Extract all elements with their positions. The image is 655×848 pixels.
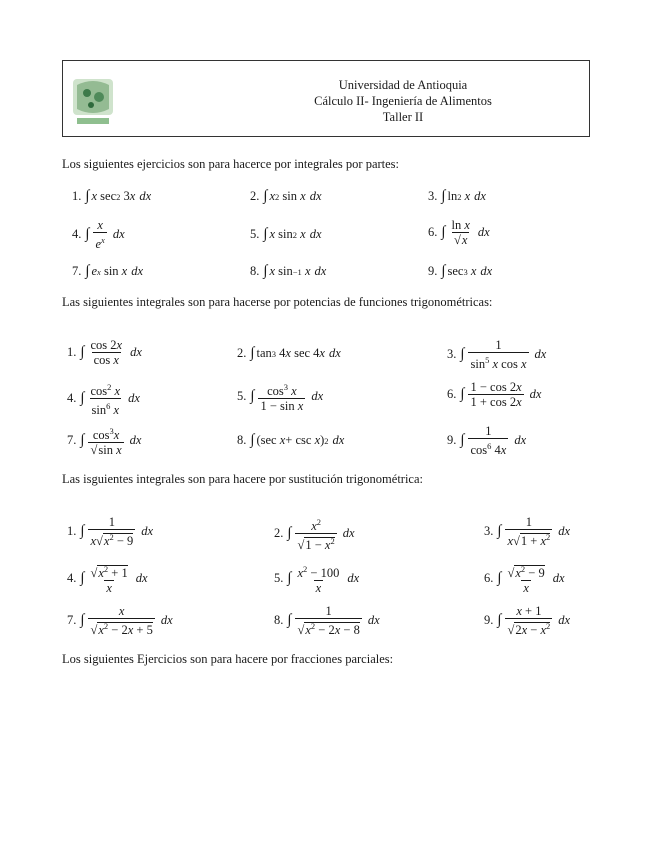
- exercise-1-3: 3. ∫ ln 2 x dx: [428, 188, 486, 204]
- exercise-2-4: 4. ∫ $\frac{\cos^2 x}{\sin^6 x}$ dx: [67, 382, 140, 418]
- course-name: Cálculo II- Ingeniería de Alimentos: [314, 94, 492, 108]
- section-2-intro: Las siguientes integrales son para hacerse por potencias de funciones trigonométricas:: [62, 295, 493, 309]
- header-box: [62, 60, 590, 137]
- exercise-number: 3.: [428, 189, 438, 203]
- section-1-intro: Los siguientes ejercicios son para hacerce por integrales por partes:: [62, 157, 400, 171]
- exercise-number: 1.: [72, 189, 82, 203]
- exercise-number: 6.: [428, 225, 438, 239]
- exercise-number: 3.: [484, 524, 494, 539]
- exercise-1-9: 9. ∫ sec 3 x dx: [428, 263, 493, 279]
- exercise-1-8: 8. ∫ x sin −1 x dx: [250, 263, 327, 279]
- exercise-number: 7.: [67, 613, 77, 628]
- exercise-number: 5.: [274, 571, 284, 586]
- exercise-2-3: 3. ∫ $\frac{1}{\sin^5 x \cos x}$ dx: [447, 338, 547, 372]
- exercise-number: 2.: [250, 189, 260, 203]
- exercise-1-5: 5. ∫ x sin 2 x dx: [250, 226, 322, 242]
- exercise-number: 7.: [72, 264, 82, 278]
- exercise-1-2: 2. ∫ x 2 sin x dx: [250, 188, 322, 204]
- exercise-3-8: 8. ∫ $\frac{1}{√x^2 - 2x - 8}$ dx: [274, 604, 380, 638]
- exercise-3-9: 9. ∫ $\frac{x + 1}{√2x - x^2}$ dx: [484, 604, 571, 638]
- exercise-2-7: 7. ∫ $\frac{\cos^3x}{\text{√sin x}}$ dx: [67, 426, 142, 458]
- exercise-2-6: 6. ∫ $\frac{1 - \cos 2x}{1 + \cos 2x}$ dx: [447, 380, 542, 409]
- exercise-number: 1.: [67, 345, 77, 359]
- exercise-3-3: 3. ∫ $\frac{1}{x√1 + x^2}$ dx: [484, 515, 571, 549]
- exercise-number: 6.: [484, 571, 494, 586]
- exercise-3-5: 5. ∫ $\frac{x^2 - 100}{x}$ dx: [274, 564, 360, 596]
- exercise-3-4: 4. ∫ $\frac{√x^2 + 1}{x}$ dx: [67, 564, 148, 596]
- exercise-number: 8.: [250, 264, 260, 278]
- document-title: Taller II: [382, 110, 424, 124]
- exercise-3-7: 7. ∫ $\frac{x}{√x^2 - 2x + 5}$ dx: [67, 604, 173, 638]
- exercise-1-4: 4. ∫ $\frac{x}{e^x}$ dx: [72, 218, 125, 252]
- exercise-number: 2.: [237, 346, 247, 360]
- exercise-number: 9.: [484, 613, 494, 628]
- exercise-3-1: 1. ∫ $\frac{1}{x√x^2 - 9}$ dx: [67, 515, 154, 549]
- exercise-2-8: 8. ∫ (sec x + csc x ) 2 dx: [237, 432, 345, 448]
- exercise-number: 9.: [447, 433, 457, 448]
- section-3-intro: Las isguientes integrales son para hacere por sustitución trigonométrica:: [62, 472, 423, 486]
- exercise-number: 4.: [67, 391, 77, 406]
- exercise-1-6: 6. ∫ $\frac{\text{ln x}}{√x}$ dx: [428, 218, 490, 247]
- exercise-number: 3.: [447, 347, 457, 362]
- exercise-number: 6.: [447, 387, 457, 401]
- exercise-3-6: 6. ∫ $\frac{√x^2 - 9}{x}$ dx: [484, 564, 565, 596]
- exercise-1-7: 7. ∫ e x sin x dx: [72, 263, 144, 279]
- exercise-number: 4.: [67, 571, 77, 586]
- exercise-number: 8.: [274, 613, 284, 628]
- section-4-intro: Los siguientes Ejercicios son para hacere por fracciones parciales:: [62, 652, 394, 666]
- exercise-number: 5.: [237, 389, 247, 404]
- exercise-number: 7.: [67, 433, 77, 448]
- exercise-number: 5.: [250, 227, 260, 241]
- header-text: [253, 77, 553, 125]
- university-name: Universidad de Antioquia: [338, 78, 468, 92]
- exercise-number: 9.: [428, 264, 438, 278]
- exercise-2-2: 2. ∫ tan 3 4 x sec 4 x dx: [237, 345, 341, 361]
- exercise-number: 8.: [237, 433, 247, 447]
- exercise-number: 2.: [274, 526, 284, 541]
- exercise-2-9: 9. ∫ $\frac{1}{\cos^6 4x}$ dx: [447, 424, 527, 458]
- exercise-number: 1.: [67, 524, 77, 539]
- exercise-2-5: 5. ∫ $\frac{\cos^3 x}{\text{1 − sin x}}$ dx: [237, 382, 324, 414]
- exercise-3-2: 2. ∫ $\frac{x^2}{√1 - x^2}$ dx: [274, 517, 355, 553]
- exercise-1-1: 1. ∫ x sec 2 3 x dx: [72, 188, 152, 204]
- exercise-2-1: 1. ∫ $\frac{\cos 2x}{\text{cos x}}$ dx: [67, 338, 142, 367]
- exercise-number: 4.: [72, 227, 82, 242]
- university-seal-logo: [69, 75, 117, 127]
